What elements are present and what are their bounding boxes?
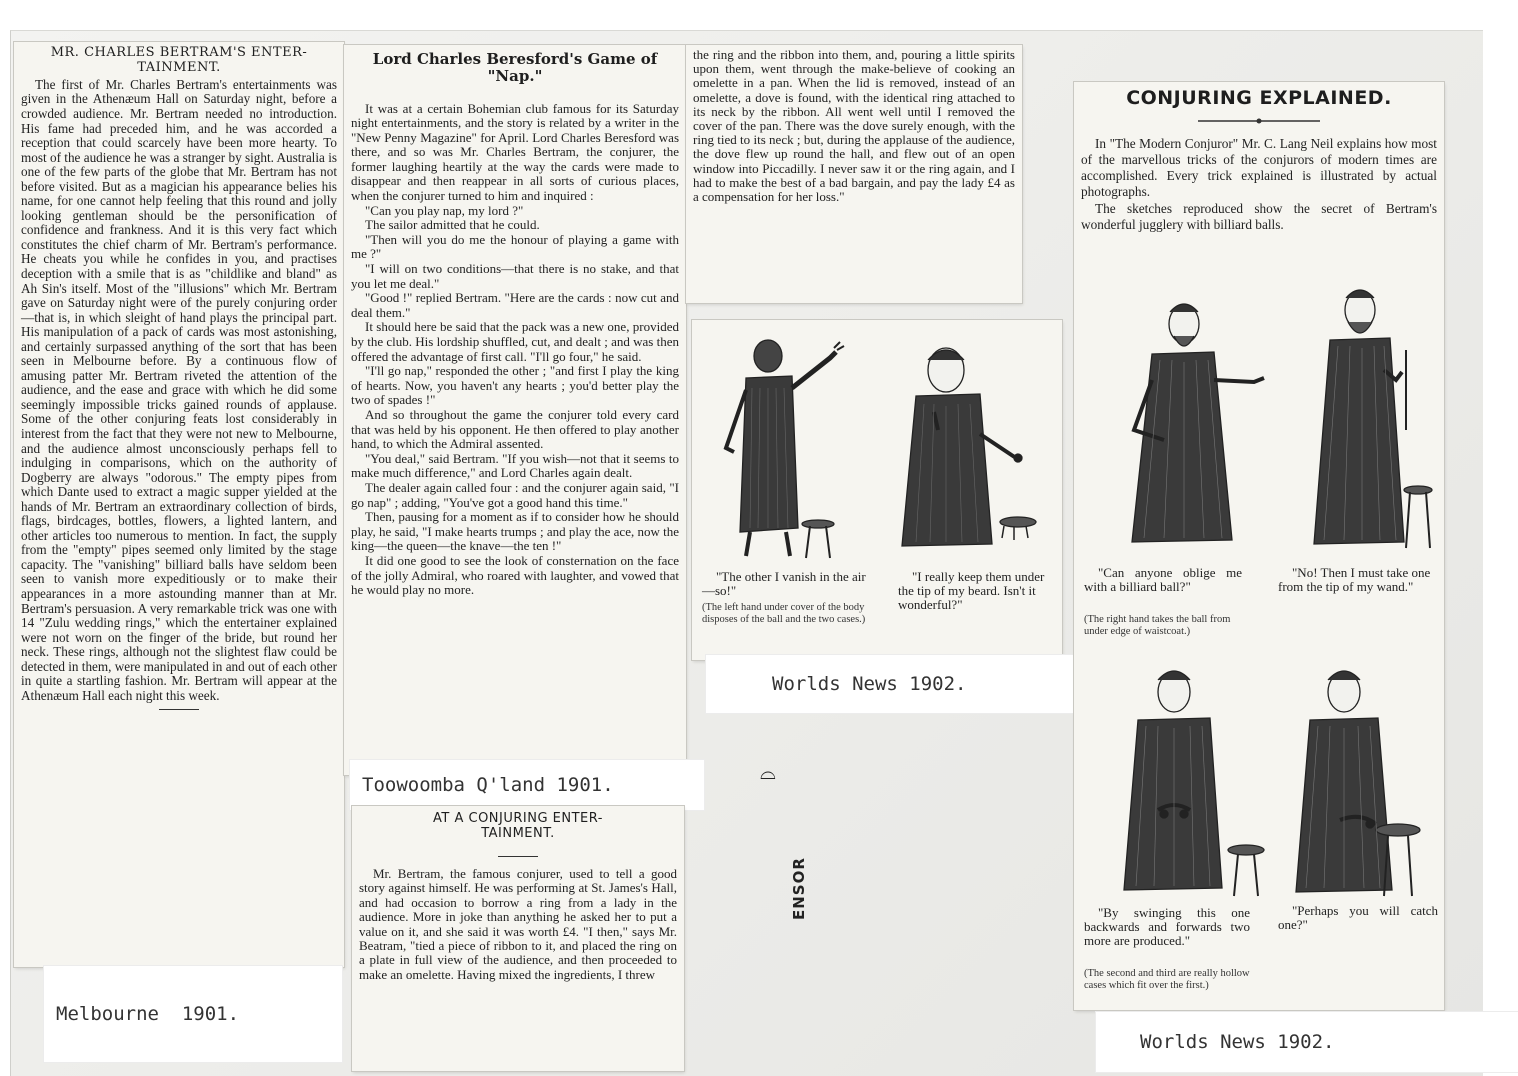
- body-paragraph: And so throughout the game the conjurer told every card that was held by his opponent. He then offered to play another hand, to which the Admiral assented.: [351, 406, 679, 452]
- body-paragraph: The first of Mr. Charles Bertram's entertainments was given in the Athenæum Hall on Saturday night, before a crowded audience. Mr. Bertram needed no introduction. His fame had preceded him, and he was accorded a reception that could scarcely have been more hearty. To most of the audience he was a stranger by sight. Australia is one of the few parts of the globe that Mr. Bertram has not before visited. But as a magician his appearance belies his name, for one cannot help feeling that this round and jolly looking gentleman should be the personification of confidence and frankness. And it is this very fact which constitutes the chief charm of Mr. Bertram's performance. He cheats you while he confides in you, and practises deception with a smile that is as "childlike and bland" as Ah Sin's itself. Most of the "illusions" which Mr. Bertram gave on Saturday night were of the purely conjuring order—that is, in which sleight of hand plays the principal part. His manipulation of a pack of cards was most astonishing, and certainly surpassed anything of the sort that has been seen in Melbourne before. By a continuous flow of amusing patter Mr. Bertram riveted the attention of the audience, and the ease and grace with which he did some seemingly impossible tricks gained rounds of applause. Some of the other conjuring feats lost considerably in interest from the fact that they were not new to Melbourne, and the audience almost unconsciously perhaps fell to indulging in comparisons, which on the authority of Dogberry are always "odorous." The empty pipes from which Dante used to extract a magic supper yielded at the hands of Mr. Bertram an extraordinary collection of birds, flags, birdcages, bottles, flowers, a lighted lantern, and other articles too numerous to mention. In fact, the supply from the "empty" pipes seemed only limited by the stage capacity. The "vanishing" billiard balls have seldom been seen to vanish more expeditiously or to make their appearances in a more astounding manner than at Mr. Bertram's persuasion. A very remarkable trick was one with 14 "Zulu wedding rings," which the entertainer explained were not worn on the finger of the bride, but round her neck. These rings, although not the slightest flaw could be detected in them, were manipulated in and out of each other in quite a startling fashion. Mr. Bertram will appear at the Athenæum Hall each night this week.: [21, 76, 338, 703]
- clipping-beresford-nap: [344, 45, 686, 775]
- ink-mark: ⌓: [760, 760, 777, 784]
- body-paragraph: "Can you play nap, my lord ?": [365, 202, 524, 218]
- body-paragraph: "You deal," said Bertram. "If you wish—not that it seems to make much difference," and Lord Charles again dealt.: [351, 450, 679, 481]
- stamp-ensor: ENSOR: [790, 857, 808, 920]
- body-paragraph: "I'll go nap," responded the other ; "and first I play the king of hearts. Now, you haven't any hearts ; you'd better play the two of spades !": [351, 363, 679, 408]
- clipping-body: [359, 867, 677, 982]
- illustration-catch-one: [1280, 660, 1440, 900]
- body-paragraph: In "The Modern Conjuror" Mr. C. Lang Neil explains how most of the marvellous tricks of the conjurors of modern times are accomplished. Every trick explained is illustrated by actual photographs.: [1081, 135, 1437, 200]
- body-paragraph: the ring and the ribbon into them, and, pouring a little spirits upon them, went through the make-believe of cooking an omelette in a pan. When the lid is removed, instead of an omelette, a dove is found, with the identical ring attached to its neck by the ribbon. All went well until I removed the cover of the pan. There was the dove surely enough, with the ring tied to its neck ; but, during the applause of the audience, the dove flew up round the hall, and flew out of an open window into Piccadilly. I never saw it or the ring again, and I had to make the best of a bad bargain, and pay the lady £4 as a compensation for her loss.": [693, 47, 1015, 205]
- caption-vanish-left: "The other I vanish in the air—so!": [702, 569, 866, 598]
- clipping-body: [21, 78, 337, 704]
- body-paragraph: Then, pausing for a moment as if to consider how he should play, he said, "I make hearts trumps ; and play the ace, now the king—the queen—the knave—the ten !": [351, 509, 679, 554]
- clipping-conjuring-explained: [1074, 82, 1444, 1010]
- clipping-conjuring-entertainment: [352, 806, 684, 1071]
- body-paragraph: It did one good to see the look of consternation on the face of the jolly Admiral, who roared with laughter, and vowed that he would play no more.: [351, 552, 679, 598]
- clipping-title: CONJURING EXPLAINED.: [1126, 87, 1392, 109]
- illustration-conjurer-pointing: [706, 328, 866, 563]
- divider-rule: [498, 856, 538, 857]
- clipping-title: Lord Charles Beresford's Game of "Nap.": [372, 50, 658, 86]
- ornament-divider: [1074, 114, 1444, 128]
- clipping-title: MR. CHARLES BERTRAM'S ENTER-TAINMENT.: [50, 45, 308, 75]
- source-label-worlds-news-2: Worlds News 1902.: [1096, 1012, 1518, 1072]
- source-label-melbourne: Melbourne 1901.: [44, 966, 342, 1062]
- body-paragraph: "I will on two conditions—that there is no stake, and that you let me deal.": [351, 261, 679, 291]
- illustration-wand-tip: [1284, 280, 1444, 558]
- body-paragraph: The sailor admitted that he could.: [365, 217, 540, 233]
- clipping-body: [693, 48, 1015, 204]
- body-paragraph: Mr. Bertram, the famous conjurer, used to tell a good story against himself. He was performing at St. James's Hall, and had occasion to borrow a ring from a lady in the audience. More in joke than anything he asked her to put a value on it, and she said it was worth £4. "I then," says Mr. Beatram, "tied a piece of ribbon to it, and placed the ring on a plate in full view of the audience, and then proceeded to make an omelette. Having mixed the ingredients, I threw: [359, 865, 677, 982]
- body-paragraph: The dealer again called four : and the conjurer again said, "I go nap" ; adding, "You've got a good hand this time.": [351, 479, 679, 510]
- body-paragraph: "Good !" replied Bertram. "Here are the cards : now cut and deal them.": [351, 290, 679, 320]
- source-label-toowoomba: Toowoomba Q'land 1901.: [350, 760, 704, 810]
- caption-swinging: "By swinging this one backwards and forwards two more are produced.": [1084, 905, 1250, 948]
- caption-oblige: "Can anyone oblige me with a billiard ball?": [1084, 565, 1242, 594]
- clipping-illustrations-vanish: [692, 320, 1062, 660]
- body-paragraph: It was at a certain Bohemian club famous for its Saturday night entertainments, and the story is related by a writer in the "New Penny Magazine" for April. Lord Charles Beresford was there, and so was Mr. Charles Bertram, the conjurer, the former laughing heartily at the way the cards were made to disappear and then reappear in all sorts of curious places, when the conjurer turned to him and inquired :: [351, 100, 679, 204]
- illustration-swinging-ball: [1098, 660, 1278, 900]
- note-swinging: (The second and third are really hollow cases which fit over the first.): [1084, 968, 1250, 991]
- clipping-bertram-entertainment: [14, 42, 344, 967]
- body-paragraph: It should here be said that the pack was a new one, provided by the club. His lordship shuffled, cut, and dealt ; and was then offered the advantage of first call. "I'll go four," he said.: [351, 319, 679, 364]
- caption-catch: "Perhaps you will catch one?": [1278, 903, 1438, 932]
- clipping-body: [351, 102, 679, 598]
- caption-wand: "No! Then I must take one from the tip of my wand.": [1278, 565, 1431, 594]
- clipping-body: [1081, 136, 1437, 233]
- divider-rule: [159, 709, 199, 710]
- note-vanish-left: (The left hand under cover of the body disposes of the ball and the two cases.): [702, 602, 866, 625]
- source-label-worlds-news-1: Worlds News 1902.: [706, 655, 1108, 713]
- illustration-billiard-ball-oblige: [1094, 290, 1274, 558]
- caption-beard-right: "I really keep them under the tip of my beard. Isn't it wonderful?": [898, 569, 1045, 612]
- note-oblige: (The right hand takes the ball from under edge of waistcoat.): [1084, 614, 1231, 637]
- clipping-title: AT A CONJURING ENTER-TAINMENT.: [433, 811, 603, 841]
- body-paragraph: The sketches reproduced show the secret of Bertram's wonderful jugglery with billiard balls.: [1081, 200, 1437, 232]
- illustration-conjurer-beard: [880, 334, 1050, 564]
- body-paragraph: "Then will you do me the honour of playing a game with me ?": [351, 231, 679, 262]
- clipping-conjuring-continued: [686, 45, 1022, 303]
